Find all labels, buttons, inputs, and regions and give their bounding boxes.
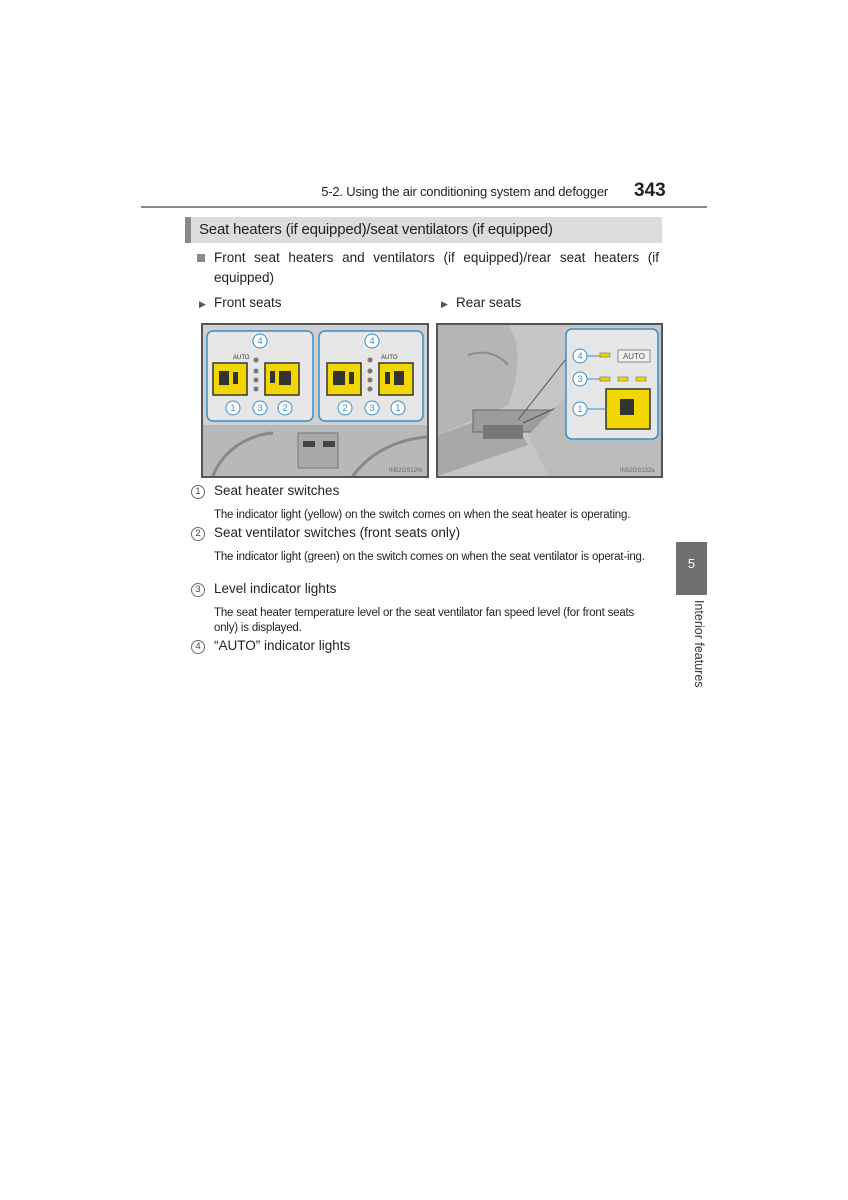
- item-number-icon: 2: [191, 527, 205, 541]
- callout-1-rear: 1: [577, 404, 583, 414]
- callout-1-front-right: 1: [395, 403, 401, 413]
- item-title: “AUTO” indicator lights: [214, 638, 351, 653]
- front-seats-drawing: [203, 325, 427, 476]
- item-description: The seat heater temperature level or the seat ventilator fan speed level (for front seats only) is displayed.: [214, 607, 635, 634]
- chapter-label: Interior features: [692, 600, 706, 688]
- callout-4-front-right: 4: [369, 336, 375, 346]
- auto-label-rear: AUTO: [622, 352, 646, 361]
- auto-label-right: AUTO: [381, 355, 398, 361]
- front-seats-label: Front seats: [214, 295, 282, 310]
- item-title: Level indicator lights: [214, 581, 337, 596]
- auto-label-left: AUTO: [233, 355, 250, 361]
- callout-4-rear: 4: [577, 351, 583, 361]
- section-title-bar: [185, 217, 662, 243]
- front-seats-illustration: [201, 323, 429, 478]
- item-number-icon: 4: [191, 640, 205, 654]
- triangle-bullet-icon: ▶: [199, 299, 206, 309]
- section-title: Seat heaters (if equipped)/seat ventilators (if equipped): [199, 221, 553, 238]
- subheading-text: Front seat heaters and ventilators (if equipped)/rear seat heaters (if equipped): [214, 250, 659, 285]
- callout-3-rear: 3: [577, 374, 583, 384]
- triangle-bullet-icon: ▶: [441, 299, 448, 309]
- figure-code: IN52GS12%: [389, 468, 423, 474]
- callout-2-front-left: 2: [282, 403, 288, 413]
- item-number-icon: 3: [191, 583, 205, 597]
- chapter-tab: 5: [676, 542, 707, 595]
- item-number-icon: 1: [191, 485, 205, 499]
- item-description: The indicator light (green) on the switch comes on when the seat ventilator is operat-ing.: [214, 551, 645, 563]
- callout-4-front-left: 4: [257, 336, 263, 346]
- figure-code: IN52GS132a: [620, 468, 655, 474]
- item-title: Seat ventilator switches (front seats only): [214, 525, 461, 540]
- header-divider: [141, 206, 707, 208]
- subheading: [197, 248, 659, 288]
- item-title: Seat heater switches: [214, 483, 340, 498]
- rear-seats-illustration: [436, 323, 663, 478]
- callout-1-front-left: 1: [230, 403, 236, 413]
- rear-seats-label: Rear seats: [456, 295, 522, 310]
- running-header: 5-2. Using the air conditioning system and defogger: [321, 184, 608, 199]
- square-bullet-icon: [197, 254, 205, 262]
- rear-seats-drawing: [438, 325, 661, 476]
- item-description: The indicator light (yellow) on the switch comes on when the seat heater is operating.: [214, 509, 631, 521]
- page-number: 343: [634, 180, 666, 201]
- callout-3-front-right: 3: [369, 403, 375, 413]
- callout-2-front-right: 2: [342, 403, 348, 413]
- callout-3-front-left: 3: [257, 403, 263, 413]
